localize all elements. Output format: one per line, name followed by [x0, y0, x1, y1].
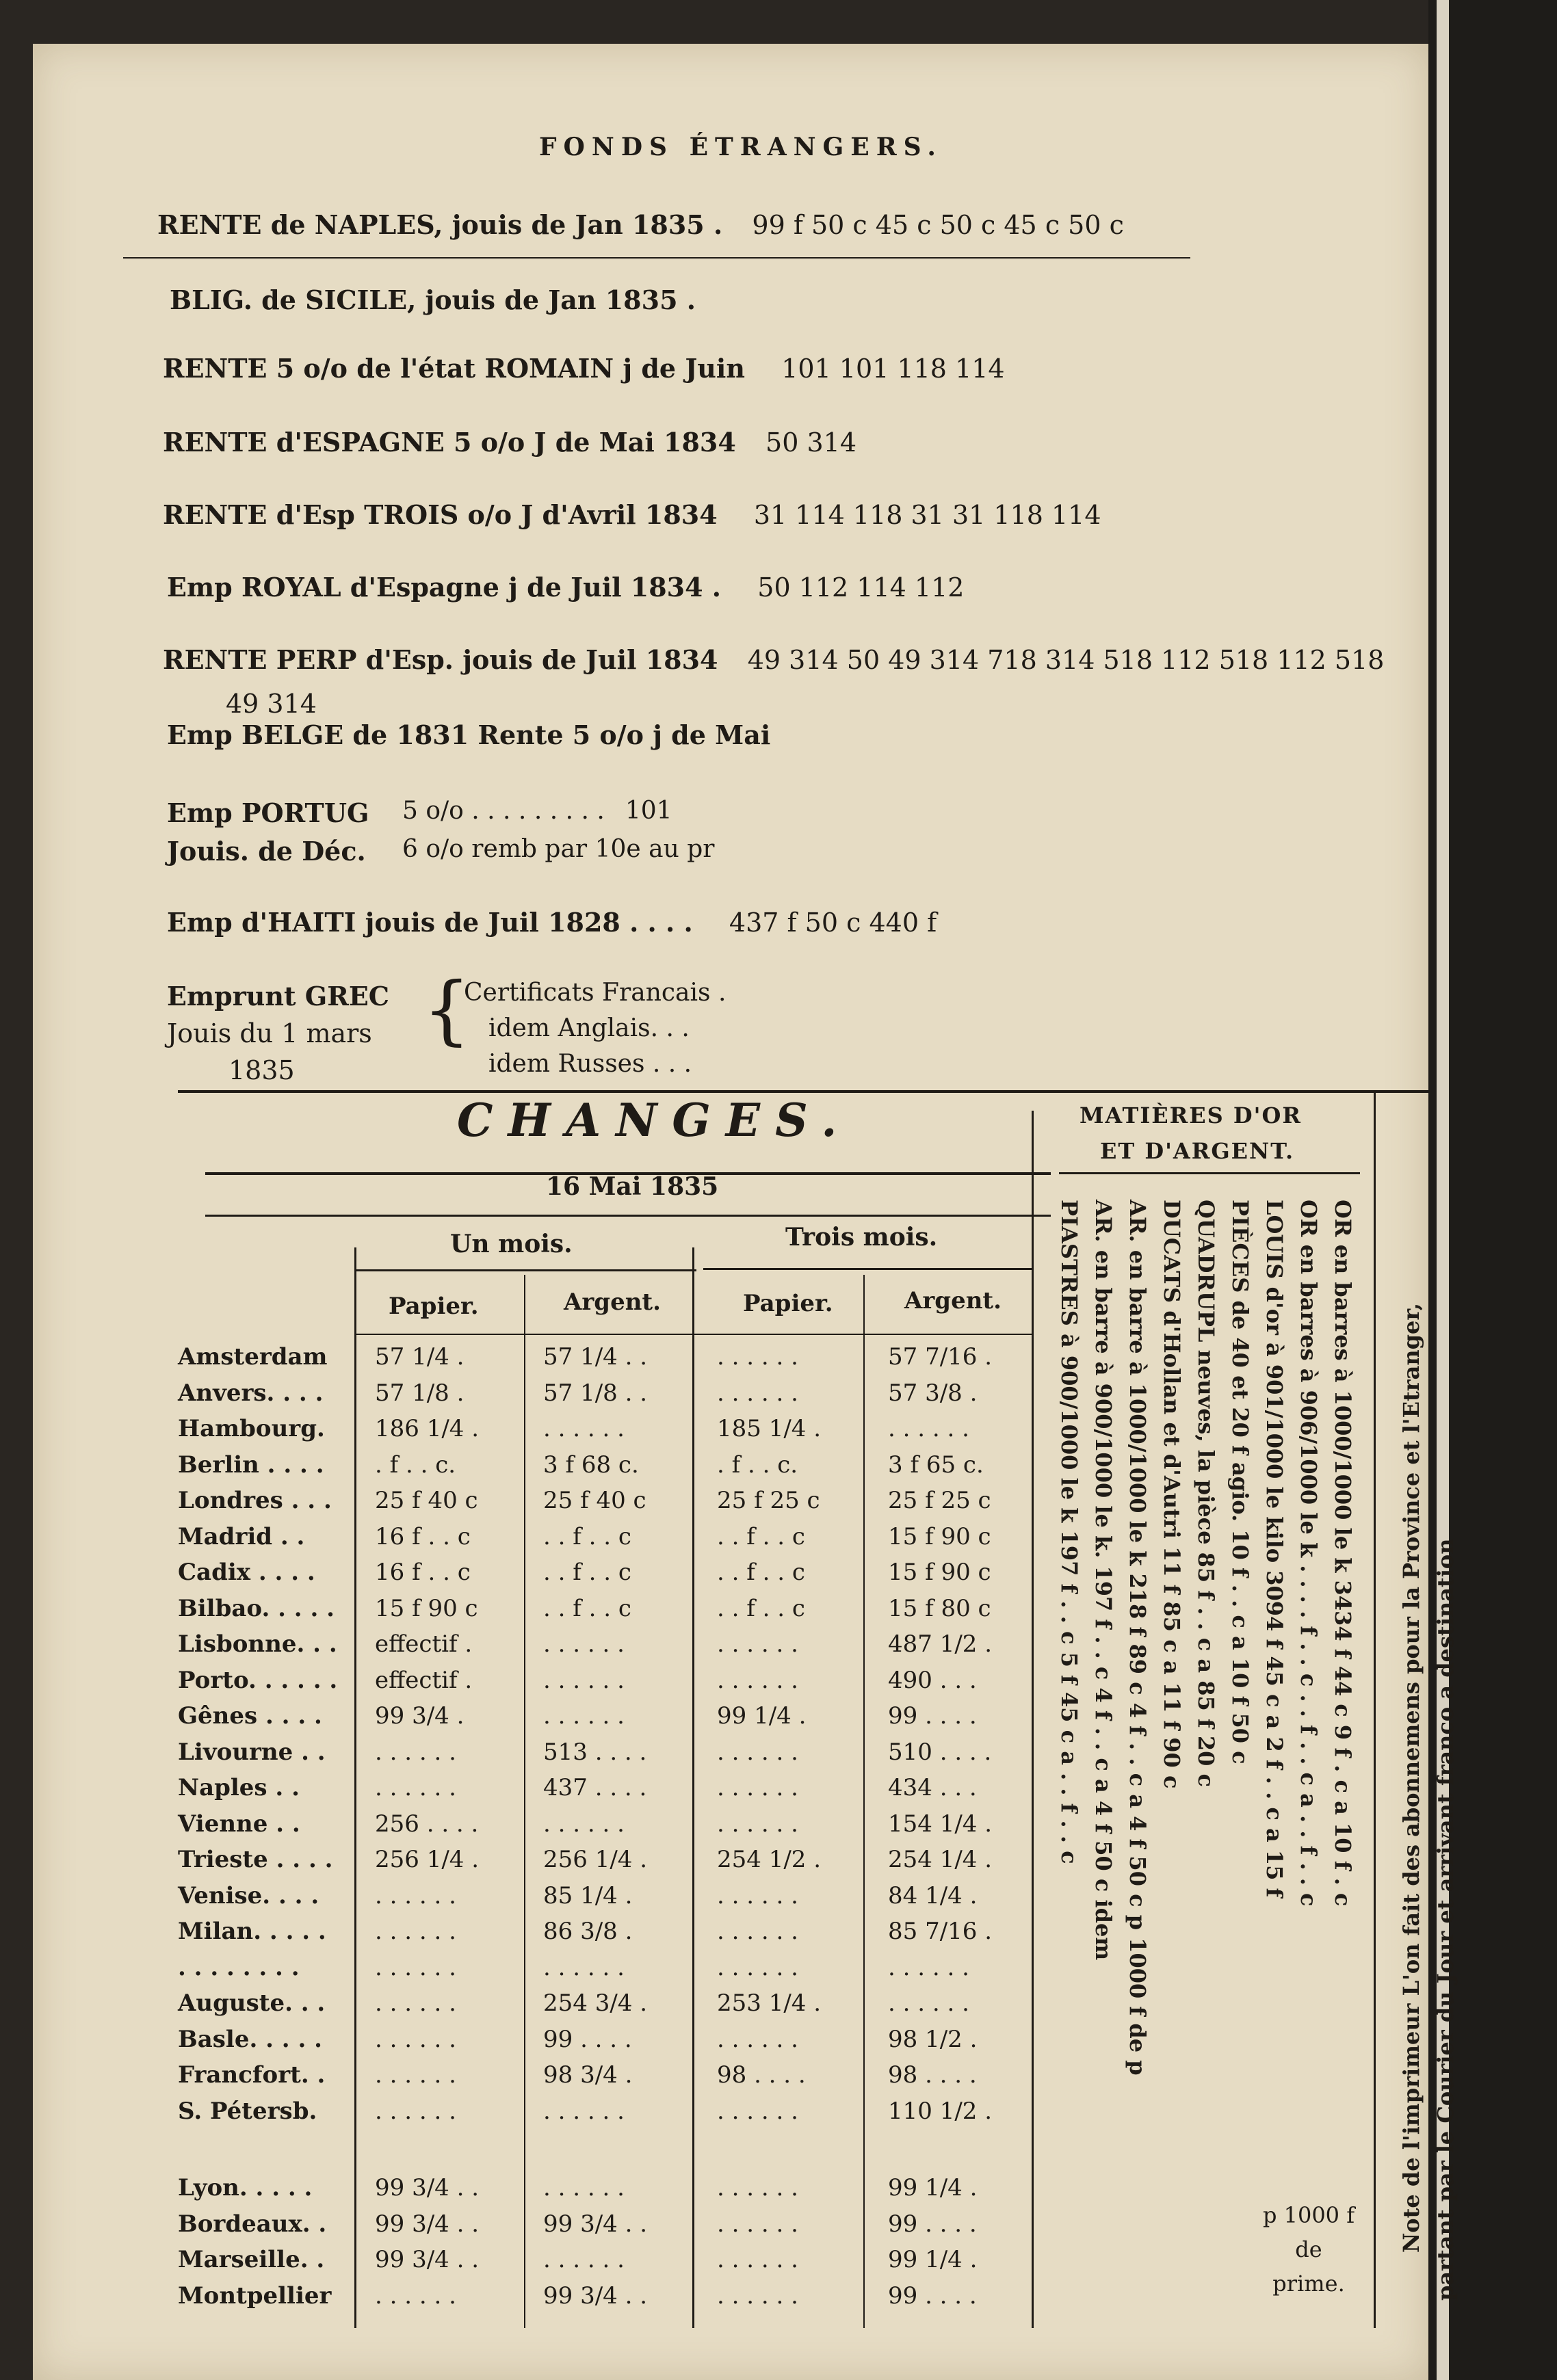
changes-cell: 254 3/4 .	[543, 1989, 648, 2017]
changes-cell: 99 3/4 . .	[375, 2246, 480, 2273]
matieres-title-1: MATIÈRES D'OR	[1080, 1102, 1302, 1128]
changes-cell: 110 1/2 .	[888, 2097, 993, 2125]
changes-cell: . . . . . .	[543, 2097, 625, 2125]
changes-city: Bordeaux. .	[178, 2210, 327, 2238]
fonds-row-belge	[167, 719, 770, 750]
changes-cell: 99 3/4 . .	[375, 2174, 480, 2202]
fonds-row-perp-cont	[226, 688, 317, 719]
changes-cell: . . . . . .	[888, 1953, 969, 1981]
changes-city: S. Pétersb.	[178, 2097, 317, 2125]
changes-cell: 99 . . . .	[543, 2025, 632, 2053]
fonds-row-romain	[163, 353, 1005, 384]
col-papier-1: Papier.	[389, 1293, 479, 1320]
col-rule-3	[692, 1247, 694, 2328]
changes-city: Vienne . .	[178, 1810, 300, 1838]
changes-cell: 254 1/4 .	[888, 1846, 993, 1873]
portug-label: Emp PORTUG	[167, 797, 369, 828]
changes-cell: 57 1/4 . .	[543, 1343, 648, 1371]
changes-cell: 25 f 25 c	[717, 1487, 820, 1514]
changes-cell: 256 1/4 .	[543, 1846, 648, 1873]
changes-cell: 15 f 90 c	[888, 1559, 991, 1586]
changes-cell: 99 1/4 .	[717, 1702, 807, 1730]
changes-city: Auguste. . .	[178, 1989, 326, 2017]
changes-cell: . . f . . c	[717, 1594, 805, 1622]
grec-label1: Emprunt GREC	[167, 981, 390, 1012]
matieres-line: QUADRUPL neuves, la pièce 85 f . . c a 85 f 20 c	[1193, 1200, 1219, 1787]
col-rule-4	[863, 1275, 865, 2328]
changes-cell: 99 . . . .	[888, 2282, 977, 2310]
grec-sub1: Certificats Francais .	[464, 979, 727, 1007]
changes-cell: 256 1/4 .	[375, 1846, 480, 1873]
changes-cell: . . f . . c	[543, 1522, 631, 1550]
changes-cell: . . . . . .	[717, 1343, 798, 1371]
grec-subrows	[464, 975, 726, 1082]
changes-cell: 25 f 40 c	[543, 1487, 646, 1514]
col-rule-6	[1374, 1090, 1376, 2328]
changes-cell: 98 1/2 .	[888, 2025, 978, 2053]
changes-cell: . . . . . .	[543, 1953, 625, 1981]
changes-cell: effectif .	[375, 1630, 473, 1658]
changes-cell: 513 . . . .	[543, 1738, 647, 1766]
changes-city: Bilbao. . . . .	[178, 1594, 335, 1622]
col-rule-2	[524, 1275, 525, 2328]
col-papier-2: Papier.	[743, 1290, 833, 1317]
changes-city: Gênes . . . .	[178, 1702, 322, 1730]
changes-city: Livourne . .	[178, 1738, 326, 1766]
period-trois-mois: Trois mois.	[785, 1223, 938, 1252]
section-divider	[178, 1090, 1428, 1093]
fonds-row-esp-trois	[163, 499, 1101, 530]
changes-cell: . . . . . .	[375, 2097, 456, 2125]
matieres-line: OR en barres à 1000/1000 le k 3434 f 44 c 9 f . c a 10 f . c	[1330, 1200, 1356, 1907]
grec-sub2: idem Anglais. . .	[488, 1014, 690, 1042]
changes-cell: 85 1/4 .	[543, 1881, 633, 1909]
changes-city: Montpellier	[178, 2282, 332, 2310]
fonds-row-espagne	[163, 427, 856, 458]
row-value: 49 314	[226, 689, 317, 719]
portug-value: 101	[625, 797, 672, 825]
changes-cell: 16 f . . c	[375, 1522, 471, 1550]
changes-cell: . . f . . c	[717, 1522, 805, 1550]
changes-city: Francfort. .	[178, 2061, 326, 2089]
changes-cell: 99 1/4 .	[888, 2246, 978, 2273]
portug-subrows	[402, 792, 714, 869]
changes-cell: . . . . . .	[717, 1774, 798, 1801]
changes-city: Berlin . . . .	[178, 1451, 324, 1479]
row-label: Emp ROYAL d'Espagne j de Juil 1834 .	[167, 572, 722, 603]
changes-cell: 15 f 80 c	[888, 1594, 991, 1622]
col-rule-1	[354, 1247, 356, 2328]
changes-cell: . . . . . .	[375, 1774, 456, 1801]
changes-cell: 57 7/16 .	[888, 1343, 993, 1371]
changes-city: Marseille. .	[178, 2246, 325, 2273]
changes-cell: 57 3/8 .	[888, 1379, 978, 1407]
changes-cell: . . . . . .	[717, 1379, 798, 1407]
document-page	[33, 44, 1458, 2380]
changes-cell: . . . . . .	[717, 1881, 798, 1909]
fonds-row-naples	[157, 209, 1124, 240]
changes-cell: . . . . . .	[543, 1810, 625, 1838]
changes-cell: . . . . . .	[717, 1953, 798, 1981]
row-label: RENTE d'ESPAGNE 5 o/o J de Mai 1834	[163, 427, 736, 458]
changes-cell: 3 f 65 c.	[888, 1451, 984, 1479]
changes-cell: 99 . . . .	[888, 1702, 977, 1730]
changes-cell: 3 f 68 c.	[543, 1451, 639, 1479]
row-value: 31 114 118 31 31 118 114	[753, 500, 1101, 530]
changes-cell: . . f . . c	[543, 1559, 631, 1586]
changes-cell: . . . . . .	[717, 1630, 798, 1658]
fonds-row-sicile	[170, 285, 696, 315]
col-argent-2: Argent.	[904, 1287, 1002, 1314]
matieres-title-2: ET D'ARGENT.	[1100, 1138, 1295, 1164]
changes-cell: 487 1/2 .	[888, 1630, 993, 1658]
changes-cell: 434 . . .	[888, 1774, 977, 1801]
changes-cell: 510 . . . .	[888, 1738, 992, 1766]
changes-city: Basle. . . . .	[178, 2025, 322, 2053]
matieres-prime-note: p 1000 f de prime.	[1262, 2202, 1355, 2297]
changes-cell: . . . . . .	[717, 2282, 798, 2310]
changes-cell: . . . . . .	[375, 1953, 456, 1981]
matieres-line: PIÈCES de 40 et 20 f agio. 10 f . . c a 10 f 50 c	[1227, 1200, 1253, 1764]
changes-date: 16 Mai 1835	[546, 1172, 719, 1201]
row-value: 50 112 114 112	[757, 572, 965, 603]
row-label: RENTE d'Esp TROIS o/o J d'Avril 1834	[163, 499, 718, 530]
fonds-title: FONDS ÉTRANGERS.	[539, 133, 943, 161]
changes-cell: . . f . . c	[717, 1559, 805, 1586]
changes-cell: . . . . . .	[717, 1810, 798, 1838]
changes-cell: 98 . . . .	[888, 2061, 977, 2089]
row-value: 99 f 50 c 45 c 50 c 45 c 50 c	[752, 210, 1124, 240]
row-label: Emp BELGE de 1831 Rente 5 o/o j de Mai	[167, 719, 771, 750]
changes-cell: 99 3/4 . .	[543, 2282, 648, 2310]
changes-cell: . . . . . .	[375, 2282, 456, 2310]
changes-cell: 256 . . . .	[375, 1810, 479, 1838]
changes-city: Porto. . . . . .	[178, 1666, 338, 1694]
col-rule-5	[1032, 1111, 1034, 2328]
changes-cell: 99 3/4 . .	[543, 2210, 648, 2238]
changes-city: Milan. . . . .	[178, 1918, 326, 1945]
changes-cell: . . . . . .	[543, 1415, 625, 1442]
col-argent-1: Argent.	[564, 1288, 661, 1316]
portug-sub1: 5 o/o . . . . . . . . .	[402, 797, 605, 825]
changes-cell: 437 . . . .	[543, 1774, 647, 1801]
grec-label2: Jouis du 1 mars	[167, 1018, 372, 1048]
matieres-line: OR en barres à 906/1000 le k . . . . f . . c . . f . . c a . . f . . c	[1296, 1200, 1322, 1907]
changes-cell: 253 1/4 .	[717, 1989, 822, 2017]
changes-cell: . f . . c.	[717, 1451, 798, 1479]
changes-cell: 99 3/4 .	[375, 1702, 465, 1730]
changes-cell: . . . . . .	[375, 1881, 456, 1909]
changes-cell: 185 1/4 .	[717, 1415, 822, 1442]
changes-city: Lyon. . . . .	[178, 2174, 313, 2202]
grec-label3: 1835	[228, 1055, 295, 1085]
changes-cell: . . . . . .	[717, 2210, 798, 2238]
changes-cell: 99 1/4 .	[888, 2174, 978, 2202]
changes-cell: . . . . . .	[543, 1630, 625, 1658]
printer-note-line1: Note de l'imprimeur L'on fait des abonnemens pour la Province et l'Etranger,	[1398, 1302, 1424, 2253]
fonds-row-haiti	[167, 907, 937, 938]
fonds-row-perp	[163, 644, 1384, 675]
row-label: RENTE 5 o/o de l'état ROMAIN j de Juin	[163, 353, 745, 384]
fonds-divider	[123, 257, 1190, 259]
changes-city: Cadix . . . .	[178, 1559, 315, 1586]
changes-cell: 15 f 90 c	[375, 1594, 478, 1622]
changes-cell: 57 1/8 . .	[543, 1379, 648, 1407]
changes-title: CHANGES.	[457, 1094, 852, 1147]
grec-sub3: idem Russes . . .	[488, 1050, 692, 1078]
matieres-rule	[1059, 1172, 1360, 1174]
changes-cell: . . . . . .	[717, 2097, 798, 2125]
changes-cell: 57 1/8 .	[375, 1379, 465, 1407]
changes-city: Trieste . . . .	[178, 1846, 333, 1873]
matieres-line: AR. en barre à 1000/1000 le k 218 f 89 c 4 f . . c a 4 f 50 c p 1000 f de p	[1125, 1200, 1151, 2076]
period-brace-1	[354, 1269, 696, 1271]
changes-cell: . . . . . .	[717, 2174, 798, 2202]
row-label: RENTE de NAPLES, jouis de Jan 1835 .	[157, 209, 723, 240]
changes-city: Lisbonne. . .	[178, 1630, 337, 1658]
portug-jouis: Jouis. de Déc.	[167, 836, 366, 867]
changes-cell: . . . . . .	[375, 1738, 456, 1766]
period-brace-2	[703, 1268, 1032, 1270]
changes-cell: . . . . . .	[717, 2246, 798, 2273]
changes-cell: 490 . . .	[888, 1666, 977, 1694]
changes-cell: . . . . . .	[717, 2025, 798, 2053]
changes-cell: 16 f . . c	[375, 1559, 471, 1586]
grec-brace: {	[423, 966, 471, 1053]
date-rule-bottom	[205, 1215, 1051, 1217]
fonds-row-royal	[167, 572, 964, 603]
changes-cell: . . . . . .	[543, 1666, 625, 1694]
changes-cell: . . . . . .	[375, 2025, 456, 2053]
changes-cell: . . . . . .	[543, 2246, 625, 2273]
row-value: 49 314 50 49 314 718 314 518 112 518 112 518	[747, 645, 1385, 675]
period-un-mois: Un mois.	[450, 1230, 573, 1258]
matieres-line: PIASTRES à 900/1000 le k 197 f . . c 5 f 45 c a . . f . . c	[1056, 1200, 1082, 1864]
row-label: Emp d'HAITI jouis de Juil 1828 . . . .	[167, 907, 693, 938]
changes-cell: 254 1/2 .	[717, 1846, 822, 1873]
changes-cell: 98 . . . .	[717, 2061, 806, 2089]
changes-cell: . . f . . c	[543, 1594, 631, 1622]
matieres-line: DUCATS d'Hollan et d'Autri 11 f 85 c a 11 f 90 c	[1159, 1200, 1185, 1789]
changes-cell: . . . . . .	[717, 1918, 798, 1945]
changes-cell: . . . . . .	[888, 1989, 969, 2017]
changes-city: Hambourg.	[178, 1415, 325, 1442]
changes-cell: 25 f 40 c	[375, 1487, 478, 1514]
changes-cell: 99 . . . .	[888, 2210, 977, 2238]
changes-cell: . . . . . .	[717, 1738, 798, 1766]
changes-cell: 15 f 90 c	[888, 1522, 991, 1550]
matieres-line: LOUIS d'or à 901/1000 le kilo 3094 f 45 c a 2 f . . c a 15 f	[1261, 1200, 1287, 1898]
changes-cell: 154 1/4 .	[888, 1810, 993, 1838]
portug-sub2: 6 o/o remb par 10e au pr	[402, 835, 715, 863]
changes-cell: 25 f 25 c	[888, 1487, 991, 1514]
row-value: 50 314	[766, 427, 857, 458]
changes-cell: 84 1/4 .	[888, 1881, 978, 1909]
row-label: BLIG. de SICILE, jouis de Jan 1835 .	[170, 285, 696, 315]
matieres-line: AR. en barre à 900/1000 le k. 197 f . . c 4 f . . c a 4 f 50 c idem	[1090, 1200, 1116, 1961]
changes-cell: . . . . . .	[375, 1989, 456, 2017]
changes-city: Madrid . .	[178, 1522, 305, 1550]
changes-cell: . f . . c.	[375, 1451, 456, 1479]
changes-cell: . . . . . .	[888, 1415, 969, 1442]
changes-city: . . . . . . . .	[178, 1953, 300, 1981]
changes-cell: 85 7/16 .	[888, 1918, 993, 1945]
changes-cell: . . . . . .	[543, 1702, 625, 1730]
changes-city: Naples . .	[178, 1774, 300, 1801]
row-value: 437 f 50 c 440 f	[729, 908, 937, 938]
changes-cell: . . . . . .	[543, 2174, 625, 2202]
changes-cell: effectif .	[375, 1666, 473, 1694]
changes-cell: 57 1/4 .	[375, 1343, 465, 1371]
changes-city: Amsterdam	[178, 1343, 328, 1371]
changes-cell: 99 3/4 . .	[375, 2210, 480, 2238]
changes-city: Londres . . .	[178, 1487, 332, 1514]
changes-cell: 86 3/8 .	[543, 1918, 633, 1945]
changes-cell: 186 1/4 .	[375, 1415, 480, 1442]
changes-cell: . . . . . .	[717, 1666, 798, 1694]
changes-city: Anvers. . . .	[178, 1379, 324, 1407]
changes-cell: . . . . . .	[375, 1918, 456, 1945]
changes-cell: 98 3/4 .	[543, 2061, 633, 2089]
grec-labels	[167, 978, 389, 1089]
changes-city: Venise. . . .	[178, 1881, 319, 1909]
row-label: RENTE PERP d'Esp. jouis de Juil 1834	[163, 644, 718, 675]
printer-note-line2: partant par le Courier du Jour et arrivant franco a destination	[1432, 1538, 1458, 2301]
changes-cell: . . . . . .	[375, 2061, 456, 2089]
row-value: 101 101 118 114	[781, 354, 1005, 384]
